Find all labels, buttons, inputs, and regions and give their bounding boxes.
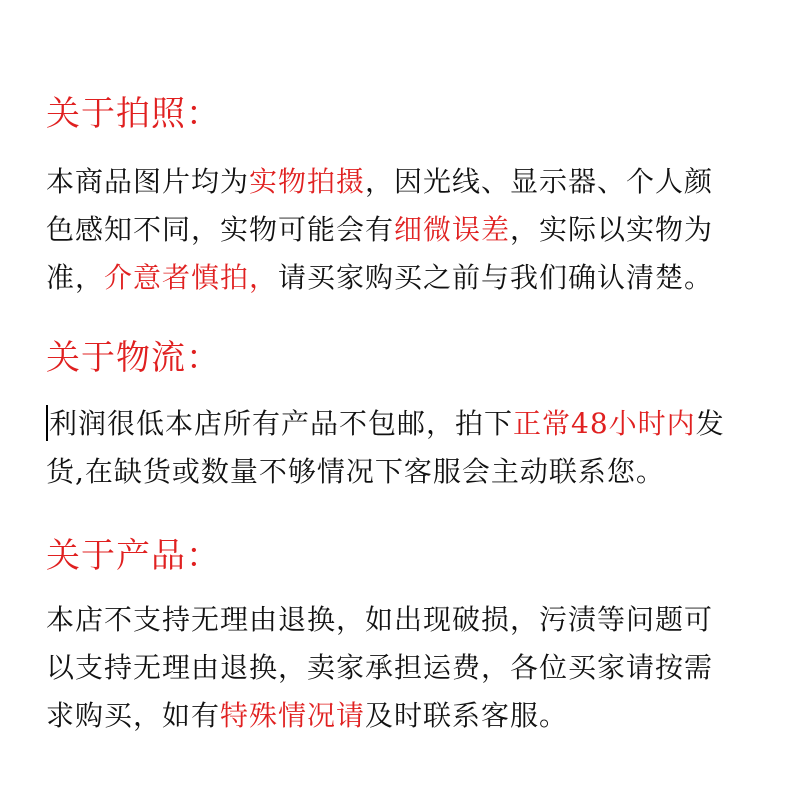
text-segment: 利润很低本店所有产品不包邮，拍下 bbox=[49, 407, 514, 440]
highlight-segment: 介意者慎拍， bbox=[104, 261, 279, 294]
text-segment: ，因光线、显示器、个人颜 bbox=[365, 165, 714, 198]
highlight-segment: 正常48小时内 bbox=[513, 407, 696, 440]
products-line-1 bbox=[46, 600, 713, 640]
highlight-segment: 细微误差 bbox=[394, 213, 511, 246]
text-segment: 本店不支持无理由退换，如出现破损，污渍等问题可 bbox=[46, 603, 714, 636]
text-segment: 及时联系客服。 bbox=[365, 699, 569, 732]
text-segment: 以支持无理由退换，卖家承担运费，各位买家请按需 bbox=[46, 651, 714, 684]
photos-line-3 bbox=[46, 258, 713, 298]
text-segment: 色感知不同，实物可能会有 bbox=[46, 213, 395, 246]
products-line-3 bbox=[46, 696, 568, 736]
logistics-line-2 bbox=[46, 452, 665, 492]
logistics-line-1 bbox=[46, 404, 725, 444]
section-heading-photos bbox=[46, 86, 221, 135]
text-segment: 请买家购买之前与我们确认清楚。 bbox=[278, 261, 714, 294]
heading-text: 关于拍照： bbox=[46, 94, 221, 134]
photos-line-2 bbox=[46, 210, 713, 250]
text-segment: 发 bbox=[695, 407, 725, 440]
text-segment: 货,在缺货或数量不够情况下客服会主动联系您。 bbox=[46, 455, 665, 488]
text-segment: 本商品图片均为 bbox=[46, 165, 250, 198]
text-cursor-icon bbox=[46, 405, 48, 441]
section-heading-products bbox=[46, 528, 221, 577]
section-heading-logistics bbox=[46, 330, 221, 379]
heading-text: 关于物流： bbox=[46, 338, 221, 378]
text-segment: 准， bbox=[46, 261, 105, 294]
text-segment: ，实际以实物为 bbox=[510, 213, 714, 246]
text-segment: 求购买，如有 bbox=[46, 699, 221, 732]
products-line-2 bbox=[46, 648, 713, 688]
photos-line-1 bbox=[46, 162, 713, 202]
highlight-segment: 实物拍摄 bbox=[249, 165, 366, 198]
highlight-segment: 特殊情况请 bbox=[220, 699, 366, 732]
heading-text: 关于产品： bbox=[46, 536, 221, 576]
